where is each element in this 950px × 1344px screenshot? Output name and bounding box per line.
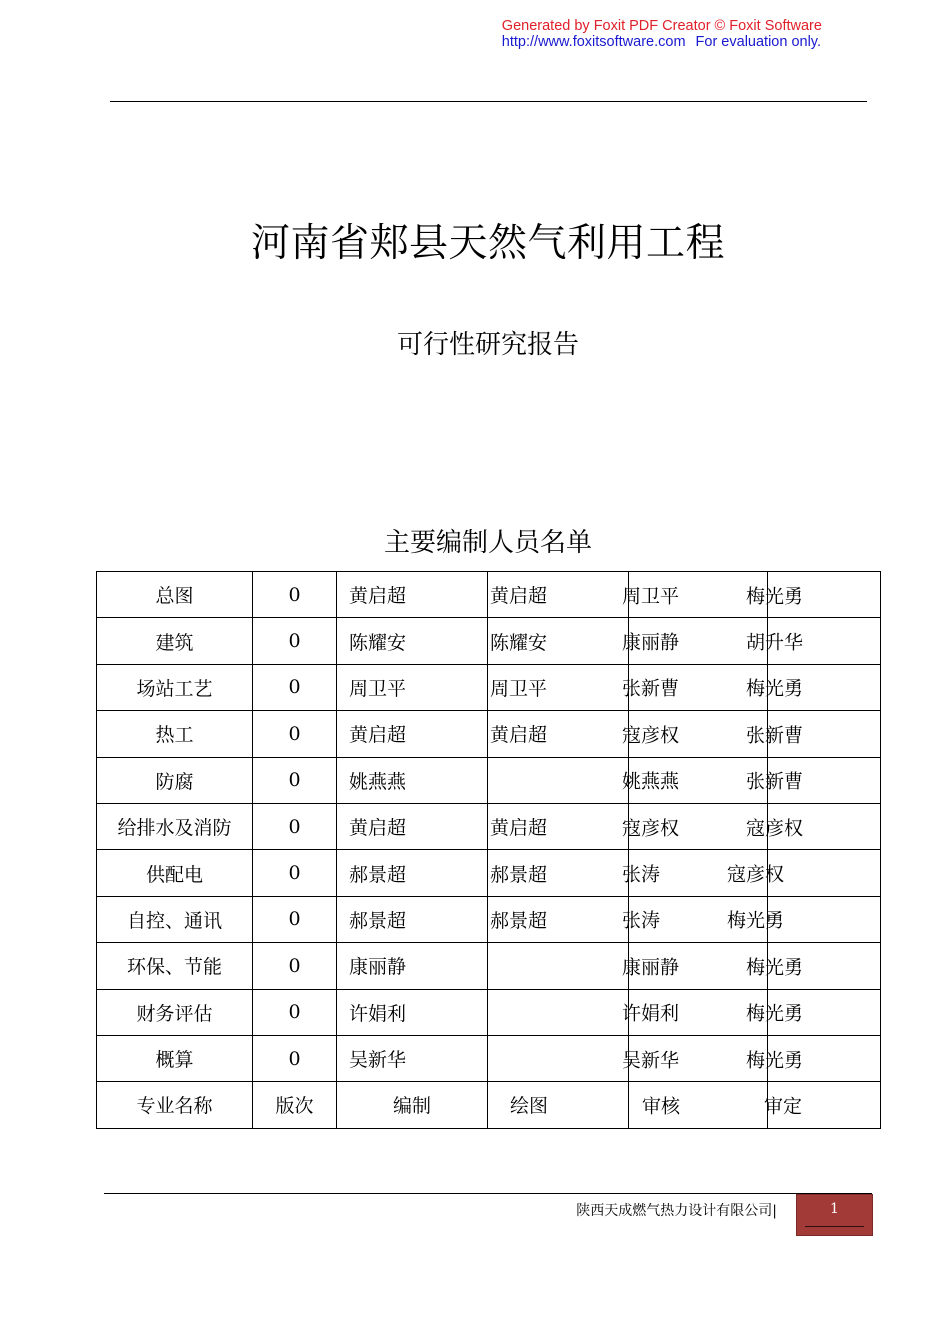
drafter-cell bbox=[488, 711, 629, 757]
drafter-cell-text: 黄启超 bbox=[490, 724, 548, 747]
reviewer-text: 周卫平 bbox=[622, 585, 680, 608]
approver-text: 梅光勇 bbox=[746, 956, 804, 979]
drafter-cell bbox=[488, 618, 629, 664]
review-approve-cell bbox=[622, 850, 881, 896]
specialty-cell bbox=[97, 850, 253, 896]
drafter-cell-text: 郝景超 bbox=[490, 909, 548, 932]
specialty-cell bbox=[97, 1082, 253, 1128]
specialty-cell-text: 场站工艺 bbox=[136, 677, 213, 700]
editor-cell-text: 郝景超 bbox=[349, 863, 407, 886]
version-cell bbox=[253, 618, 337, 664]
editor-cell-text: 黄启超 bbox=[349, 585, 407, 608]
table-row bbox=[97, 711, 881, 757]
editor-cell-text: 黄启超 bbox=[349, 724, 407, 747]
reviewer-text: 张涛 bbox=[622, 863, 661, 886]
staff-list-title: 主要编制人员名单 bbox=[383, 528, 592, 558]
review-approve-cell bbox=[622, 757, 881, 803]
document-title: 河南省郏县天然气利用工程 bbox=[250, 221, 725, 266]
reviewer-text: 许娟利 bbox=[622, 1002, 680, 1025]
foxit-watermark bbox=[502, 18, 831, 50]
version-cell-text: 0 bbox=[288, 722, 301, 745]
version-cell bbox=[253, 757, 337, 803]
specialty-cell-text: 总图 bbox=[155, 585, 194, 608]
table-row bbox=[97, 618, 881, 664]
review-approve-cell bbox=[622, 989, 881, 1035]
approver-text: 梅光勇 bbox=[746, 585, 804, 608]
reviewer-text: 寇彦权 bbox=[622, 817, 680, 840]
version-cell-text: 0 bbox=[288, 769, 301, 792]
version-cell bbox=[253, 850, 337, 896]
version-cell bbox=[253, 943, 337, 989]
editor-cell bbox=[337, 618, 488, 664]
table-row bbox=[97, 896, 881, 942]
company-name: 陕西天成燃气热力设计有限公司| bbox=[576, 1203, 777, 1219]
specialty-cell-text: 自控、通讯 bbox=[126, 909, 222, 932]
watermark-line2 bbox=[502, 34, 831, 50]
drafter-cell bbox=[488, 989, 629, 1035]
approver-text: 梅光勇 bbox=[746, 1049, 804, 1072]
editor-cell bbox=[337, 757, 488, 803]
table-row bbox=[97, 664, 881, 710]
version-cell bbox=[253, 664, 337, 710]
reviewer-text: 张涛 bbox=[622, 909, 661, 932]
specialty-cell bbox=[97, 572, 253, 618]
version-cell-text: 版次 bbox=[275, 1095, 314, 1118]
drafter-cell bbox=[488, 1035, 629, 1081]
review-approve-cell bbox=[622, 896, 881, 942]
drafter-cell bbox=[488, 664, 629, 710]
approver-text: 审定 bbox=[764, 1095, 803, 1118]
editor-cell-text: 黄启超 bbox=[349, 817, 407, 840]
specialty-cell-text: 专业名称 bbox=[136, 1095, 213, 1118]
reviewer-text: 张新曹 bbox=[622, 677, 680, 700]
version-cell bbox=[253, 572, 337, 618]
editor-cell-text: 郝景超 bbox=[349, 909, 407, 932]
drafter-cell-text: 黄启超 bbox=[490, 585, 548, 608]
specialty-cell-text: 建筑 bbox=[155, 631, 194, 654]
document-subtitle: 可行性研究报告 bbox=[396, 330, 579, 360]
approver-text: 张新曹 bbox=[746, 724, 804, 747]
staff-table bbox=[96, 571, 881, 1129]
watermark-url[interactable]: http://www.foxitsoftware.com bbox=[501, 34, 686, 50]
editor-cell-text: 吴新华 bbox=[349, 1049, 407, 1072]
table-header-row bbox=[97, 1082, 881, 1128]
editor-cell bbox=[337, 943, 488, 989]
footer-rule bbox=[104, 1193, 872, 1194]
review-approve-cell bbox=[622, 664, 881, 710]
specialty-cell-text: 防腐 bbox=[155, 770, 194, 793]
watermark-line1: Generated by Foxit PDF Creator © Foxit Software bbox=[501, 18, 822, 34]
editor-cell-text: 许娟利 bbox=[349, 1002, 407, 1025]
drafter-cell-text: 陈耀安 bbox=[490, 631, 548, 654]
approver-text: 张新曹 bbox=[746, 770, 804, 793]
drafter-cell bbox=[488, 803, 629, 849]
reviewer-text: 康丽静 bbox=[622, 631, 680, 654]
version-cell-text: 0 bbox=[288, 676, 301, 699]
specialty-cell bbox=[97, 757, 253, 803]
header-rule bbox=[110, 101, 867, 102]
review-approve-cell bbox=[622, 1035, 881, 1081]
specialty-cell-text: 环保、节能 bbox=[126, 956, 222, 979]
approver-text: 梅光勇 bbox=[746, 1002, 804, 1025]
version-cell bbox=[253, 803, 337, 849]
version-cell-text: 0 bbox=[288, 815, 301, 838]
editor-cell bbox=[337, 572, 488, 618]
version-cell-text: 0 bbox=[288, 954, 301, 977]
specialty-cell-text: 财务评估 bbox=[136, 1002, 213, 1025]
drafter-cell-text: 郝景超 bbox=[490, 863, 548, 886]
editor-cell-text: 周卫平 bbox=[349, 677, 407, 700]
approver-text: 寇彦权 bbox=[727, 863, 785, 886]
table-row bbox=[97, 850, 881, 896]
drafter-cell bbox=[488, 943, 629, 989]
editor-cell bbox=[337, 989, 488, 1035]
version-cell-text: 0 bbox=[288, 1047, 301, 1070]
review-approve-cell bbox=[622, 803, 881, 849]
page-number: 1 bbox=[830, 1201, 839, 1217]
drafter-cell-text: 黄启超 bbox=[490, 817, 548, 840]
editor-cell-text: 姚燕燕 bbox=[349, 770, 407, 793]
reviewer-text: 寇彦权 bbox=[622, 724, 680, 747]
editor-cell-text: 陈耀安 bbox=[349, 631, 407, 654]
version-cell bbox=[253, 1035, 337, 1081]
editor-cell bbox=[337, 850, 488, 896]
editor-cell bbox=[337, 896, 488, 942]
drafter-cell bbox=[488, 757, 629, 803]
approver-text: 梅光勇 bbox=[727, 909, 785, 932]
version-cell-text: 0 bbox=[288, 583, 301, 606]
specialty-cell-text: 热工 bbox=[155, 724, 194, 747]
specialty-cell bbox=[97, 1035, 253, 1081]
version-cell bbox=[253, 711, 337, 757]
table-row bbox=[97, 757, 881, 803]
approver-text: 梅光勇 bbox=[746, 677, 804, 700]
drafter-cell bbox=[488, 572, 629, 618]
version-cell-text: 0 bbox=[288, 908, 301, 931]
editor-cell-text: 编制 bbox=[392, 1095, 431, 1118]
version-cell bbox=[253, 1082, 337, 1128]
editor-cell bbox=[337, 664, 488, 710]
specialty-cell bbox=[97, 803, 253, 849]
specialty-cell-text: 概算 bbox=[155, 1049, 194, 1072]
drafter-cell bbox=[488, 896, 629, 942]
editor-cell bbox=[337, 803, 488, 849]
editor-cell bbox=[337, 711, 488, 757]
version-cell-text: 0 bbox=[288, 630, 301, 653]
approver-text: 寇彦权 bbox=[746, 817, 804, 840]
specialty-cell bbox=[97, 989, 253, 1035]
version-cell-text: 0 bbox=[288, 1001, 301, 1024]
watermark-eval: For evaluation only. bbox=[695, 34, 821, 50]
editor-cell bbox=[337, 1035, 488, 1081]
reviewer-text: 姚燕燕 bbox=[622, 770, 680, 793]
reviewer-text: 吴新华 bbox=[622, 1049, 680, 1072]
specialty-cell bbox=[97, 896, 253, 942]
page-number-underline bbox=[805, 1226, 864, 1227]
table-row bbox=[97, 989, 881, 1035]
approver-text: 胡升华 bbox=[746, 631, 804, 654]
drafter-cell bbox=[488, 850, 629, 896]
specialty-cell-text: 供配电 bbox=[145, 863, 203, 886]
review-approve-cell bbox=[622, 711, 881, 757]
review-approve-cell bbox=[622, 572, 881, 618]
editor-cell-text: 康丽静 bbox=[349, 956, 407, 979]
review-approve-cell bbox=[622, 943, 881, 989]
reviewer-text: 康丽静 bbox=[622, 956, 680, 979]
drafter-cell-text: 绘图 bbox=[510, 1095, 549, 1118]
table-row bbox=[97, 803, 881, 849]
specialty-cell bbox=[97, 664, 253, 710]
review-approve-cell bbox=[622, 618, 881, 664]
specialty-cell bbox=[97, 711, 253, 757]
table-row bbox=[97, 943, 881, 989]
version-cell-text: 0 bbox=[288, 862, 301, 885]
specialty-cell-text: 给排水及消防 bbox=[117, 817, 232, 840]
table-row bbox=[97, 572, 881, 618]
specialty-cell bbox=[97, 943, 253, 989]
page-number-box bbox=[796, 1194, 873, 1236]
review-approve-cell bbox=[629, 1082, 881, 1128]
drafter-cell bbox=[488, 1082, 629, 1128]
specialty-cell bbox=[97, 618, 253, 664]
version-cell bbox=[253, 896, 337, 942]
table-row bbox=[97, 1035, 881, 1081]
version-cell bbox=[253, 989, 337, 1035]
drafter-cell-text: 周卫平 bbox=[490, 677, 548, 700]
editor-cell bbox=[337, 1082, 488, 1128]
reviewer-text: 审核 bbox=[642, 1095, 681, 1118]
